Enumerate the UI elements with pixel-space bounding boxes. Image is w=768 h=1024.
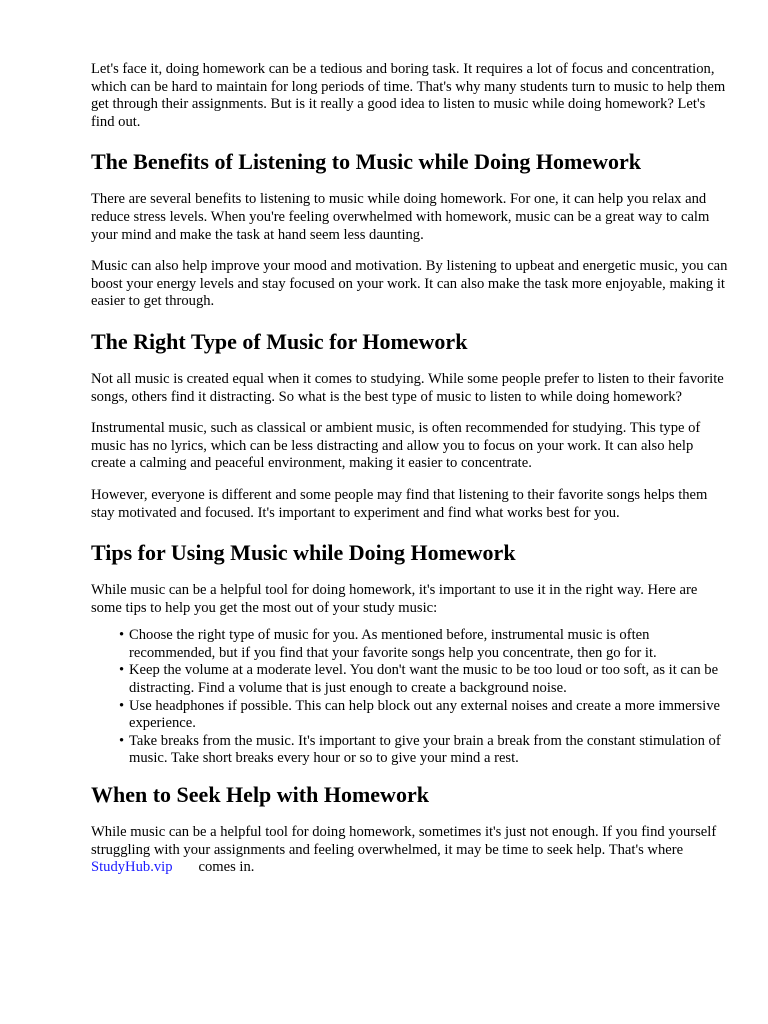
benefits-paragraph-1: There are several benefits to listening to music while doing homework. For one, it can help you relax and reduce stress levels. When you're feeling overwhelmed with homework, music can be a great way to calm your mind and make the task at hand seem less daunting. <box>91 191 710 243</box>
studyhub-link[interactable]: StudyHub.vip <box>91 859 173 876</box>
document-page <box>91 61 731 891</box>
right-type-paragraph-3: However, everyone is different and some people may find that listening to their favorite songs helps them stay motivated and focused. It's important to experiment and find what works best for you. <box>91 486 708 521</box>
heading-benefits: The Benefits of Listening to Music while Doing Homework <box>91 149 641 175</box>
list-item <box>119 732 731 768</box>
list-item <box>119 627 731 662</box>
list-item-text: Use headphones if possible. This can help block out any external noises and create a more immersive experience. <box>129 697 721 732</box>
right-type-paragraph-1: Not all music is created equal when it comes to studying. While some people prefer to listen to their favorite songs, others find it distracting. So what is the best type of music to listen to while doing homework? <box>91 370 724 405</box>
heading-right-type: The Right Type of Music for Homework <box>91 328 468 354</box>
list-item <box>119 697 731 733</box>
tips-intro-paragraph: While music can be a helpful tool for doing homework, it's important to use it in the right way. Here are some tips to help you get the most out of your study music: <box>91 582 698 616</box>
right-type-paragraph-2: Instrumental music, such as classical or ambient music, is often recommended for studying. This type of music has no lyrics, which can be less distracting and allow you to focus on your work. It can also help create a calming and peaceful environment, making it easier to concentrate. <box>91 420 701 472</box>
tips-list <box>91 627 731 768</box>
list-item-text: Take breaks from the music. It's important to give your brain a break from the constant stimulation of music. Take short breaks every hour or so to give your mind a rest. <box>129 732 721 767</box>
list-item-text: Keep the volume at a moderate level. You don't want the music to be too loud or too soft, as it can be distracting. Find a volume that is just enough to create a background noise. <box>129 662 719 697</box>
heading-tips: Tips for Using Music while Doing Homework <box>91 540 516 566</box>
list-item <box>119 662 731 697</box>
bullet-icon: • <box>119 697 125 714</box>
list-item-text: Choose the right type of music for you. As mentioned before, instrumental music is often recommended, but if you find that your favorite songs help you concentrate, then go for it. <box>129 627 657 661</box>
seek-help-paragraph <box>91 824 731 877</box>
seek-help-text-end: comes in. <box>198 859 255 876</box>
heading-seek-help: When to Seek Help with Homework <box>91 782 429 808</box>
bullet-icon: • <box>119 662 125 679</box>
intro-paragraph: Let's face it, doing homework can be a tedious and boring task. It requires a lot of focus and concentration, which can be hard to maintain for long periods of time. That's why many students turn to music to help them get through their assignments. But is it really a good idea to listen to music while doing homework? Let's find out. <box>91 61 726 130</box>
bullet-icon: • <box>119 627 125 644</box>
seek-help-text: While music can be a helpful tool for doing homework, sometimes it's just not enough. If you find yourself struggling with your assignments and feeling overwhelmed, it may be time to seek help. That's where <box>91 824 717 858</box>
benefits-paragraph-2: Music can also help improve your mood and motivation. By listening to upbeat and energetic music, you can boost your energy levels and stay focused on your work. It can also make the task more enjoyable, making it easier to get through. <box>91 258 728 310</box>
bullet-icon: • <box>119 732 125 749</box>
